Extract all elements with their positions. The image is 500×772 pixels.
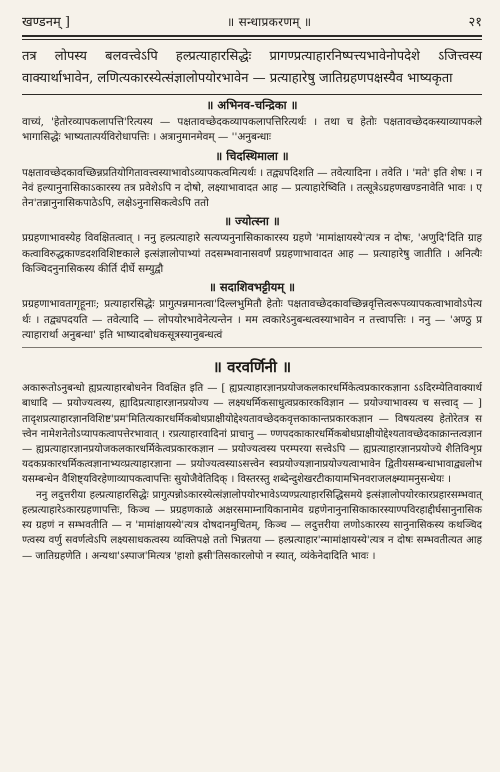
commentary-jyotsna bbox=[22, 214, 482, 277]
section-header: ॥ सन्धाप्रकरणम् ॥ bbox=[227, 14, 312, 29]
running-header bbox=[22, 8, 482, 34]
commentary-text: पक्षतावच्छेदकावच्छिन्नप्रतियोगितावत्त्वस्याभावोऽव्यापकत्वमित्यर्थः । तद्व्यपदिशति — तवेत्यादिना । तवेति । 'मते' इति शेषः । ननेवं हल्यानुनासिकाऽकारस्य तत्र प्रवेशेऽपि न दोषो, लक्ष्याभावादत आह — प्रत्याहारेष्विति । तत्सूत्रेऽग्रहणखण्डनावेति भावः । एतेन'तन्नानुनासिकपाठेऽपि, लक्षेऽनुनासिकत्वेऽपि ततो bbox=[22, 166, 482, 210]
commentary-title: ॥ सदाशिवभट्टीयम् ॥ bbox=[208, 280, 296, 295]
commentary-text: प्रग्रहणाभावतागृहूनाः; प्रत्याहारसिद्धेः प्रागुत्पन्नमानत्वा'दिल्लभुमितौ हेतोः पक्षतावच्छेदकावच्छिन्नवृत्तित्वरूपव्यापकत्वाभावोऽपेत्यर्थः । तद्व्यपदयति — तवेत्यादि — लोपयोरभावेनेत्यन्तेन । मम त्वकारेऽनुबन्धत्वस्याभावेन न तत्त्वापत्तिः । ननु — 'अण्ठु प्रत्याहारार्था अनुबन्धा' इति भाष्यादबोधकसूत्रस्यानुबन्धत्वं bbox=[22, 298, 482, 341]
commentary-varavarnini bbox=[22, 358, 482, 563]
commentary-title: ॥ अभिनव-चन्द्रिका ॥ bbox=[206, 98, 298, 112]
commentary-divider bbox=[22, 347, 482, 348]
chapter-label: खण्डनम् ] bbox=[22, 15, 70, 30]
commentary-text: वाच्यं, 'हेतोरव्यापकलापत्ति'रित्यस्य — पक्षतावच्छेदकव्यापकलापत्तिरित्यर्थः । तथा च हेतोः पक्षतावच्छेदकस्याव्यापकले भागासिद्धेः भाष्यतात्पर्यविरोधापत्तिः । अत्रानुमानमेवम् — ''अनुबन्धाः bbox=[22, 116, 482, 144]
commentary-paragraph: ननु लदुत्तरीया हल्प्रत्याहारसिद्धेः प्रागुत्पन्नोऽकारस्येत्संज्ञालोपयोरभावेऽप्यण्प्रत्याहारसिद्धिसमये इत्संज्ञालोपयोरकारप्रहारसम्भवात् हल्प्रत्याहारेऽकारग्रहणापत्तिः, किञ्च — प्रग्रहणकाळे अक्षरसमाम्नायिकानामेव ग्रहणेनानुनासिकाकारस्याण्पविरहाद्दीर्घसानुनासिकस्य ग्रहणं न सम्भवतीति — न 'मामांक्षायस्ये'त्यत्र दोषदानमुचितम्, किञ्च — लदुत्तरीया लणोऽकारस्य सानुनासिकस्य कथञ्चिदण्त्वस्य वर्णु सवर्णत्वेऽपि लक्ष्यसाधकत्वस्य व्यक्तिपक्षे ततो भिन्नतया — हल्प्रत्याहार'न्मामांक्षायस्ये'त्यत्र न दोषः सम्भवतीत्यत आह — जातिग्रहणेति । अन्यथा'ऽस्पाज'मित्यत्र 'हाशो ह्रसी'तिसकारलोपो न स्यात्, व्यंकेनेदादिति भावः । bbox=[22, 489, 482, 562]
commentary-paragraph: अकारूतोऽनुबन्धो ह्यप्रत्याहारबोधनेन विवक्षित इति — [ ह्यप्रत्याहारज्ञानप्रयोजकलकारधर्मिकेत्वप्रकारकज्ञाना ऽऽदिरम्येतिवाक्यार्थबाधादि — प्रयोज्यत्वस्य, ह्यादिप्रत्याहारज्ञानप्रयोज्य — लक्ष्यधर्मिकसाधुत्वप्रकारकविज्ञान — प्रयोज्याभावस्य च सत्त्वाद् — ] तादृशप्रत्याहारज्ञानविशिष्ट'प्रम'मितित्यकारधर्मिकबोधप्राक्षीयोद्देश्यतावच्छेदकवृत्तकाकान्तप्रकारकज्ञान — विषयत्वस्य हेतोरेतत्र सत्त्वेन नामेशनेतोऽप्यापकत्वापत्तेरभावात् । रप्रत्याहारवादिनां प्राचानु — ण्णपदकाकारधर्मिकबोधप्राक्षीयोद्देश्यतावच्छेदकाक्रान्तत्वज्ञान — ह्यप्रत्याहारज्ञानप्रयोजकलकारधर्मिकेत्वप्रकारकज्ञान — प्रयोज्यत्वस्य परम्परया सत्त्वेऽपि — ह्यप्रत्याहारज्ञानप्रयोज्ये शैतिविशृप्रयदकप्रकारधर्मिकत्वज्ञानाभ्यव्प्रत्याहारज्ञाना — प्रयोज्यत्वस्याऽसत्त्वेन स्वप्रयोज्यज्ञानाप्रयोज्यत्वाभावेन द्वितीयसम्बन्धाभावाद्व्यलोभयसम्बन्धेन वैशिष्ट्यविरहेणाव्यापकत्वापत्तिः सुयोजैवेतिदिक् । विस्तरस्तु शब्देन्दुशेखरटीकायामभिनवराजलक्ष्म्यामनुसन्धेयः । bbox=[22, 383, 482, 486]
commentary-text: प्रग्रहणाभावस्येह विवक्षितत्वात् । ननु हल्प्रत्याहारे सत्यप्यनुनासिकाकारस्य ग्रहणे 'मामांक्षायस्ये'त्यत्र न दोषः, 'अणुदि'दिति ग्राहकत्वाविरुद्धकाण्डदशविशिष्टकाले इत्संज्ञालोपाभ्यां तदसम्भवानासवर्णं प्रग्रहणाभावादत आह — प्रत्याहारेषु जातीति । अनित्यैः किञ्चिदनुनासिकस्य कीर्ति दीर्घे सम्युद्वौ bbox=[22, 232, 482, 276]
commentary-title: ॥ ज्योत्स्ना ॥ bbox=[224, 214, 280, 229]
commentary-title: ॥ चिदस्थिमाला ॥ bbox=[215, 148, 289, 163]
commentary-sadashivabhattiyam bbox=[22, 280, 482, 343]
header-rule bbox=[22, 35, 482, 37]
header-rule-thin bbox=[22, 39, 482, 40]
main-text: तत्र लोपस्य बलवत्त्वेऽपि हल्प्रत्याहारसिद्धेः प्रागण्प्रत्याहारनिष्पत्त्यभावेनोपदेशे ऽजित्त्वस्य वाक्यार्थाभावेन, लणित्यकारस्येत्संज्ञालोपयोरभावेन — प्रत्याहारेषु जातिग्रहणपक्षस्यैव भाष्यकृता bbox=[22, 49, 482, 86]
commentary-abhinava-chandrika bbox=[22, 98, 482, 146]
commentary-chidasthimala bbox=[22, 149, 482, 212]
commentary-title: ॥ वरवर्णिनी ॥ bbox=[212, 358, 292, 377]
page-number: २१ bbox=[468, 15, 482, 30]
main-text-divider bbox=[22, 94, 482, 95]
